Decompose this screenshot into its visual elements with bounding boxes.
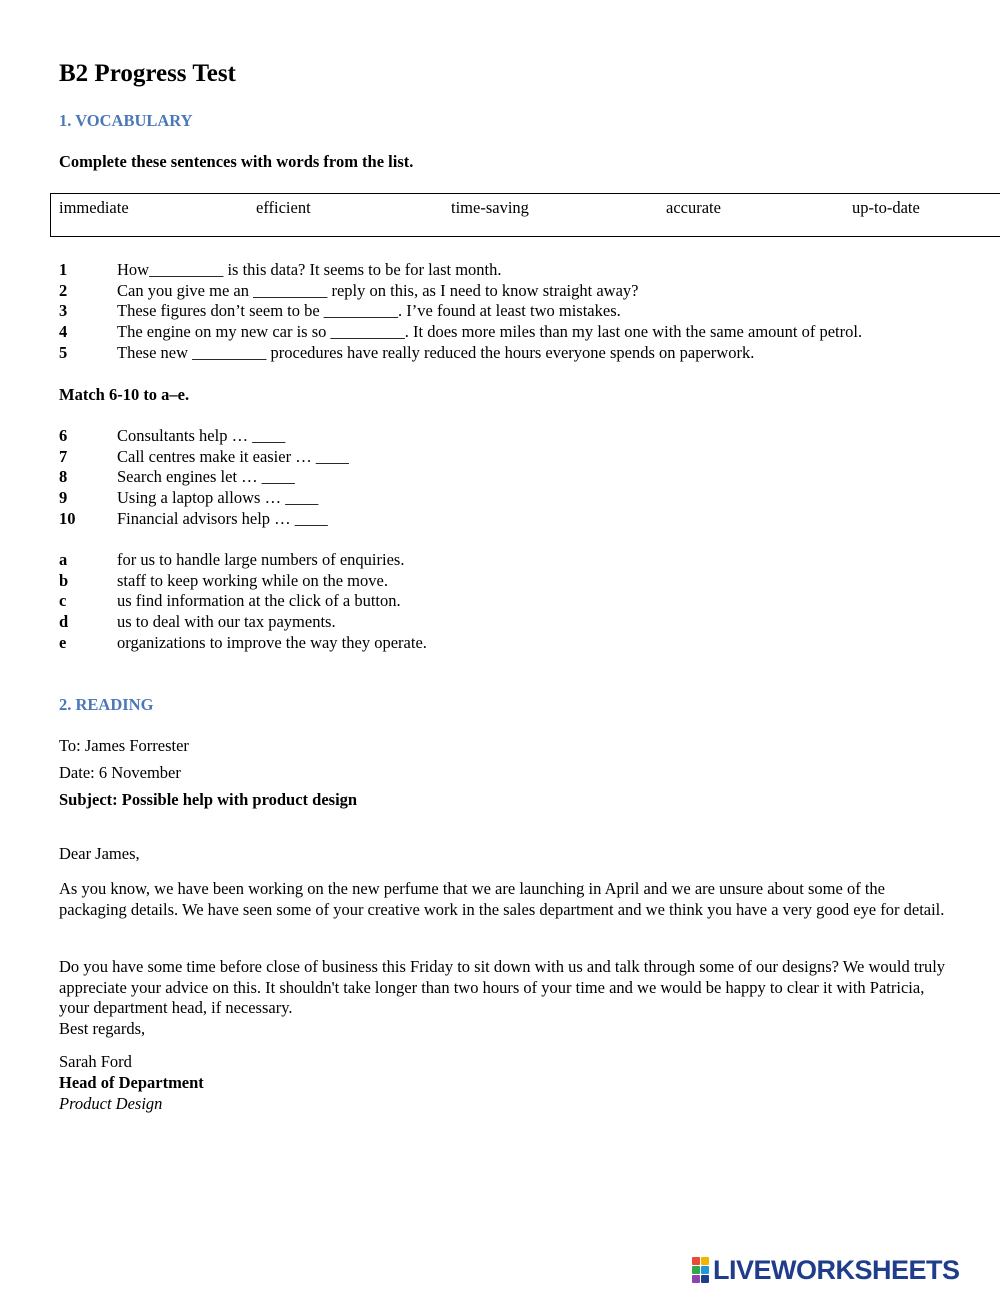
vocabulary-instruction: Complete these sentences with words from the list. (59, 152, 414, 171)
email-paragraph: As you know, we have been working on the new perfume that we are launching in April and we are unsure about some of the packaging details. We have seen some of your creative work in the sales department and we think you have a very good eye for detail. (59, 879, 945, 919)
sentence-number: 5 (59, 343, 68, 362)
signature-department: Product Design (59, 1094, 163, 1113)
sentence-item (59, 301, 621, 321)
word-list-item: efficient (256, 198, 311, 217)
option-letter: e (59, 633, 67, 652)
sentence-text: These figures don’t seem to be _________. I’ve found at least two mistakes. (117, 301, 621, 320)
option-text: us to deal with our tax payments. (117, 612, 336, 631)
page-title: B2 Progress Test (59, 60, 236, 87)
email-to: To: James Forrester (59, 736, 189, 755)
word-list-item: time-saving (451, 198, 529, 217)
word-list-item: up-to-date (852, 198, 920, 217)
match-option (59, 591, 401, 611)
option-text: us find information at the click of a button. (117, 591, 401, 610)
option-letter: d (59, 612, 69, 631)
sentence-item (59, 322, 862, 342)
match-option (59, 633, 427, 653)
match-option (59, 612, 336, 632)
sentence-number: 4 (59, 322, 68, 341)
match-item (59, 467, 295, 487)
liveworksheets-logo (692, 1255, 960, 1285)
option-text: for us to handle large numbers of enquiries. (117, 550, 405, 569)
match-number: 6 (59, 426, 68, 445)
match-text: Search engines let … ____ (117, 467, 295, 486)
option-text: organizations to improve the way they operate. (117, 633, 427, 652)
match-number: 7 (59, 447, 68, 466)
signature-title: Head of Department (59, 1073, 204, 1092)
sentence-text: The engine on my new car is so _________. It does more miles than my last one with the same amount of petrol. (117, 322, 863, 341)
word-list-box (50, 193, 1000, 237)
sentence-text: Can you give me an _________ reply on this, as I need to know straight away? (117, 281, 639, 300)
match-item (59, 447, 349, 467)
match-number: 9 (59, 488, 68, 507)
sentence-text: These new _________ procedures have really reduced the hours everyone spends on paperwork. (117, 343, 755, 362)
sentence-item (59, 260, 502, 280)
match-text: Consultants help … ____ (117, 426, 286, 445)
email-subject: Subject: Possible help with product design (59, 790, 358, 809)
match-option (59, 550, 404, 570)
email-greeting: Dear James, (59, 844, 140, 863)
match-text: Financial advisors help … ____ (117, 509, 328, 528)
logo-square (692, 1257, 700, 1265)
email-paragraph: Do you have some time before close of business this Friday to sit down with us and talk through some of our designs? We would truly appreciate your advice on this. It shouldn't take longer than two hours of your time and we would be happy to clear it with Patricia, your department head, if necessary. (59, 957, 946, 1017)
match-number: 8 (59, 467, 68, 486)
sentence-number: 2 (59, 281, 68, 300)
match-option (59, 571, 388, 591)
logo-square (692, 1266, 700, 1274)
sentence-item (59, 343, 754, 363)
match-item (59, 509, 328, 529)
sentence-item (59, 281, 638, 301)
email-closing: Best regards, (59, 1019, 146, 1038)
logo-mark-icon (692, 1257, 709, 1283)
match-instruction: Match 6-10 to a–e. (59, 385, 190, 404)
match-item (59, 488, 318, 508)
option-letter: b (59, 571, 69, 590)
email-date: Date: 6 November (59, 763, 181, 782)
match-text: Using a laptop allows … ____ (117, 488, 319, 507)
section-heading-vocabulary: 1. VOCABULARY (59, 111, 193, 130)
match-item (59, 426, 285, 446)
logo-square (701, 1275, 709, 1283)
option-text: staff to keep working while on the move. (117, 571, 388, 590)
match-number: 10 (59, 509, 76, 528)
option-letter: a (59, 550, 68, 569)
sentence-text: How_________ is this data? It seems to be for last month. (117, 260, 502, 279)
word-list-item: immediate (59, 198, 129, 217)
logo-square (701, 1266, 709, 1274)
word-list-item: accurate (666, 198, 721, 217)
section-heading-reading: 2. READING (59, 695, 154, 714)
signature-name: Sarah Ford (59, 1052, 132, 1071)
sentence-number: 3 (59, 301, 68, 320)
match-text: Call centres make it easier … ____ (117, 447, 349, 466)
logo-text: LIVEWORKSHEETS (713, 1254, 960, 1285)
logo-square (701, 1257, 709, 1265)
option-letter: c (59, 591, 67, 610)
sentence-number: 1 (59, 260, 68, 279)
logo-square (692, 1275, 700, 1283)
